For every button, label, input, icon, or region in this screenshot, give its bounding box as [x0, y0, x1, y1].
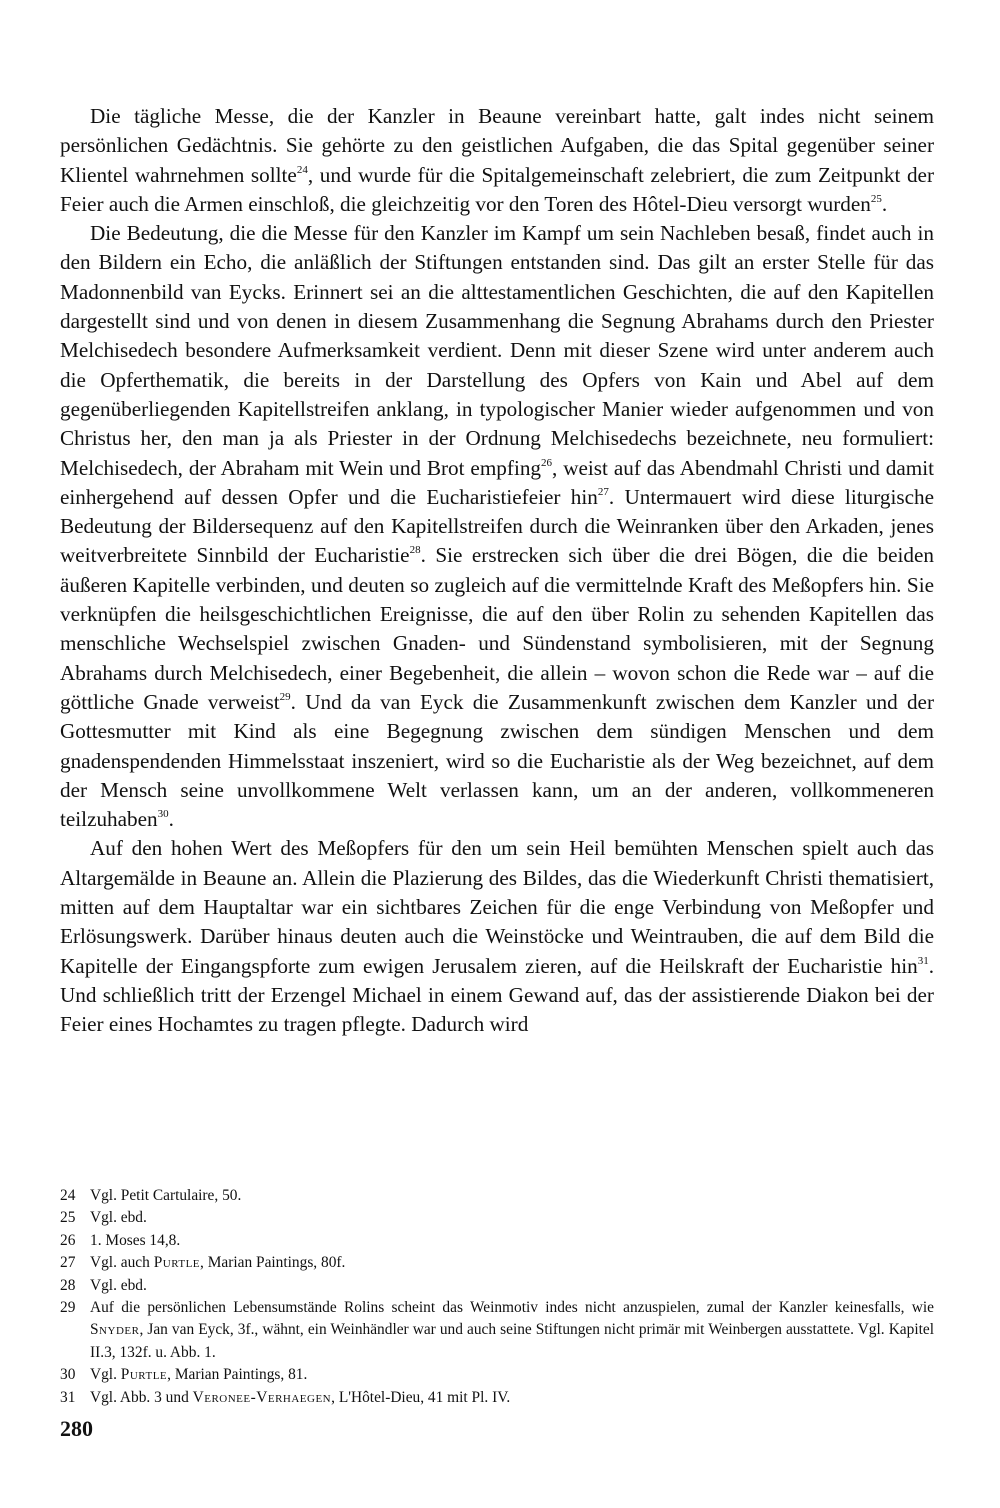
text-run: Vgl. Abb. 3 und: [90, 1388, 193, 1406]
text-run: . Untermauert wird diese liturgische Bedeutung der Bildersequenz auf den Kapitellstreifen durch die Weinranken über den Arkaden, jenes weitverbreitete Sinnbild der Eucharistie: [60, 484, 934, 568]
paragraph: [60, 834, 934, 1039]
footnote: [60, 1297, 934, 1364]
page-number: 280: [60, 1416, 93, 1441]
text-run: . Und schließlich tritt der Erzengel Michael in einem Gewand auf, das der assistierende Diakon bei der Feier eines Hochamtes zu tragen pflegte. Dadurch wird: [60, 953, 934, 1037]
footnote-reference: 28: [409, 544, 421, 557]
footnote-reference: 30: [157, 808, 169, 821]
author-name: Veronee-Verhaegen: [192, 1388, 332, 1406]
text-run: Vgl. ebd.: [90, 1276, 147, 1294]
text-run: Vgl.: [90, 1366, 121, 1384]
footnote-text: [90, 1185, 934, 1207]
text-run: , weist auf das Abendmahl Christi und damit einhergehend auf dessen Opfer und die Eucharistiefeier hin: [60, 455, 934, 509]
main-text: [60, 102, 934, 1040]
author-name: Snyder: [90, 1321, 140, 1339]
text-run: Vgl. auch: [90, 1254, 154, 1272]
footnote-text: [90, 1364, 934, 1386]
paragraph: [60, 102, 934, 219]
footnote-number: 24: [60, 1187, 76, 1204]
text-run: , Marian Paintings, 80f.: [200, 1254, 346, 1272]
text-run: , L'Hôtel-Dieu, 41 mit Pl. IV.: [331, 1388, 511, 1406]
text-run: .: [881, 191, 888, 216]
footnote: [60, 1252, 934, 1274]
text-run: , und wurde für die Spitalgemeinschaft zelebriert, die zum Zeitpunkt der Feier auch die Armen einschloß, die gleichzeitig vor den Toren des Hôtel-Dieu versorgt wurden: [60, 162, 935, 216]
text-run: , Marian Paintings, 81.: [167, 1366, 308, 1384]
text-run: Die Bedeutung, die die Messe für den Kanzler im Kampf um sein Nachleben besaß, findet auch in den Bildern ein Echo, die anläßlich der Stiftungen entstanden sind. Das gilt an erster Stelle für das Madonnenbild van Eycks. Erinnert sei an die alttestamentlichen Geschichten, die auf den Kapitellen dargestellt sind und von denen in diesem Zusammenhang die Segnung Abrahams durch den Priester Melchisedech besondere Aufmerksamkeit verdient. Denn mit dieser Szene wird unter anderem auch die Opferthematik, die bereits in der Darstellung des Opfers von Kain und Abel auf dem gegenüberliegenden Kapitellstreifen anklang, in typologischer Manier wieder aufgenommen und von Christus her, den man ja als Priester in der Ordnung Melchisedechs bezeichnete, neu formuliert: Melchisedech, der Abraham mit Wein und Brot empfing: [60, 221, 934, 480]
footnote: [60, 1275, 934, 1297]
footnote-text: [90, 1252, 934, 1274]
text-run: 1. Moses 14,8.: [90, 1231, 181, 1249]
text-run: .: [168, 807, 174, 832]
footnote-reference: 31: [917, 954, 929, 967]
footnote-text: [90, 1207, 934, 1229]
text-run: Vgl. Petit Cartulaire, 50.: [90, 1187, 242, 1204]
text-run: Vgl. ebd.: [90, 1209, 147, 1227]
footnote: [60, 1364, 934, 1386]
footnote-number: 27: [60, 1254, 76, 1272]
footnote: [60, 1185, 934, 1207]
text-run: Auf den hohen Wert des Meßopfers für den um sein Heil bemühten Menschen spielt auch das Altargemälde in Beaune an. Allein die Plazierung des Bildes, das die Wiederkunft Christi thematisiert, mitten auf dem Hauptaltar war ein sichtbares Zeichen für die enge Verbindung von Meßopfer und Erlösungswerk. Darüber hinaus deuten auch die Weinstöcke und Weintrauben, die auf dem Bild die Kapitelle der Eingangspforte zum ewigen Jerusalem zieren, auf die Heilskraft der Eucharistie hin: [60, 836, 934, 978]
footnote-text: [90, 1297, 934, 1364]
footnote-reference: 25: [870, 192, 882, 205]
author-name: Purtle: [120, 1366, 168, 1384]
footnote-number: 26: [60, 1231, 76, 1249]
footnote-reference: 24: [296, 163, 308, 176]
footnote-reference: 27: [597, 485, 609, 498]
footnote-text: [90, 1387, 934, 1409]
footnote-reference: 29: [279, 690, 291, 703]
text-run: . Und da van Eyck die Zusammenkunft zwischen dem Kanzler und der Gottesmutter mit Kind als eine Begegnung zwischen dem sündigen Menschen und dem gnadenspendenden Himmelsstaat inszeniert, wird so die Eucharistie als der Weg bezeichnet, auf dem der Mensch seine unvollkommene Welt verlassen kann, um an der anderen, vollkommeneren teilzuhaben: [60, 689, 934, 832]
text-run: , Jan van Eyck, 3f., wähnt, ein Weinhändler war und auch seine Stiftungen nicht primär mit Weinbergen ausstattete. Vgl. Kapitel II.3, 132f. u. Abb. 1.: [90, 1321, 934, 1361]
footnote-text: [90, 1275, 934, 1297]
footnote-number: 31: [60, 1388, 76, 1406]
footnote-number: 25: [60, 1209, 76, 1227]
footnote: [60, 1387, 934, 1409]
footnote-number: 29: [60, 1299, 76, 1317]
footnotes: [60, 1185, 934, 1409]
footnote-number: 30: [60, 1366, 76, 1384]
text-run: Auf die persönlichen Lebensumstände Rolins scheint das Weinmotiv indes nicht anzuspielen, zumal der Kanzler keinesfalls, wie: [90, 1299, 934, 1317]
footnote-text: [90, 1230, 934, 1252]
footnote: [60, 1230, 934, 1252]
footnote-reference: 26: [541, 456, 553, 469]
footnote: [60, 1207, 934, 1229]
footnote-number: 28: [60, 1276, 76, 1294]
author-name: Purtle: [153, 1254, 201, 1272]
text-run: . Sie erstrecken sich über die drei Bögen, die die beiden äußeren Kapitelle verbinden, und deuten so zugleich auf die vermittelnde Kraft des Meßopfers hin. Sie verknüpfen die heilsgeschichtlichen Ereignisse, die auf den über Rolin zu sehenden Kapitellen das menschliche Wechselspiel zwischen Gnaden- und Sündenstand symbolisieren, mit der Segnung Abrahams durch Melchisedech, einer Begebenheit, die allein – wovon schon die Rede war – auf die göttliche Gnade verweist: [60, 543, 934, 714]
text-run: Die tägliche Messe, die der Kanzler in Beaune vereinbart hatte, galt indes nicht seinem persönlichen Gedächtnis. Sie gehörte zu den geistlichen Aufgaben, die das Spital gegenüber seiner Klientel wahrnehmen sollte: [60, 104, 934, 187]
paragraph: [60, 219, 934, 834]
